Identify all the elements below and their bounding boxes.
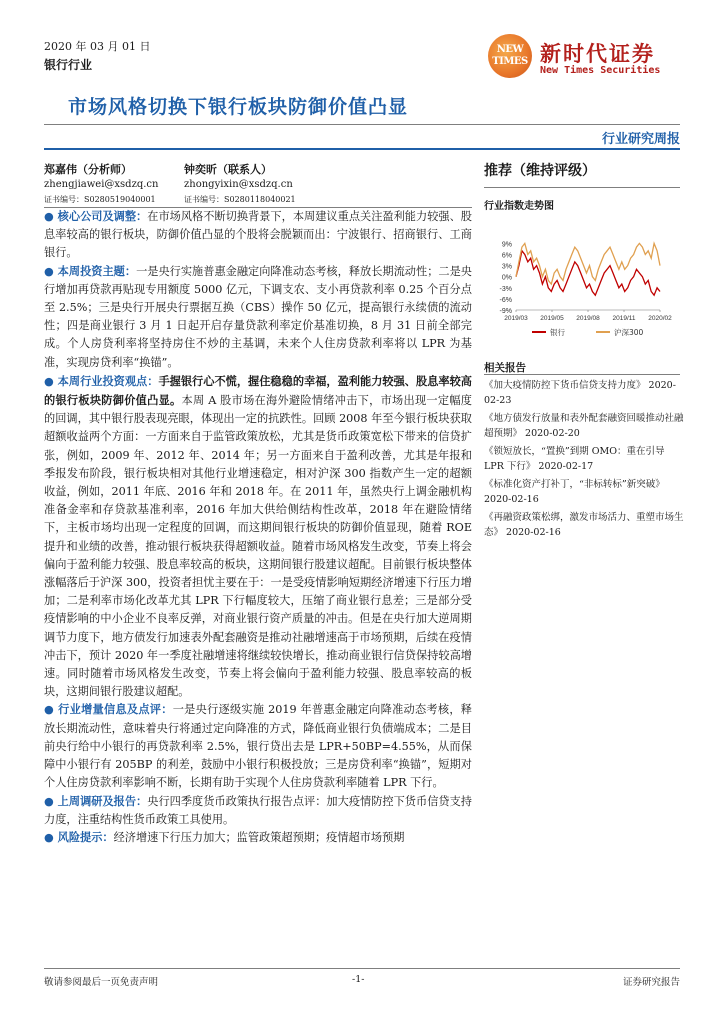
analyst-email[interactable]: zhengjiawei@xsdzq.cn: [44, 179, 159, 190]
x-tick-label: 2019/08: [576, 315, 600, 322]
company-logo: [488, 34, 688, 80]
paragraph-emphasis: 手握银行心不慌，握住稳稳的幸福，盈利能力较强、股息率较高的银行板块防御价值凸显。: [44, 373, 472, 408]
x-axis: [504, 310, 672, 322]
rating-recommendation: 推荐（维持评级）: [484, 163, 596, 179]
logo-english-name: New Times Securities: [540, 65, 661, 76]
legend-label: 银行: [550, 328, 565, 337]
report-type: 行业研究周报: [601, 132, 680, 147]
paragraph-text: 一是央行实施普惠金融定向降准动态考核，释放长期流动性；二是央行增加再贷款再贴现专用额度 5000 亿元，下调支农、支小再贷款利率 0.25 个百分点至 2.5%；三是央行开展央行票据互换（CBS）操作 50 亿元，提高银行永续债的流动性；四是商业银行 3 月 1 日起开启存量贷款利率定价基准切换，8 月 31 日前全部完成。个人房贷利率将坚持房住不炒的主基调，未来个人住房贷款利率将以 LPR 为基准，实现房贷利率“换锚”。: [44, 264, 472, 369]
analyst-2: [184, 162, 296, 207]
page-number: -1-: [352, 974, 365, 985]
y-tick-label: 0%: [501, 274, 512, 282]
related-report-date: 2020-02-17: [538, 461, 594, 472]
logo-name: 新时代证券: [540, 42, 655, 66]
y-tick-label: 6%: [501, 252, 512, 260]
y-tick-label: -6%: [499, 296, 512, 304]
analyst-1: [44, 162, 158, 207]
series-line-bank: [516, 251, 660, 295]
paragraph-heading: ● 上周调研及报告：: [44, 794, 148, 808]
related-reports-divider: [484, 374, 680, 375]
report-date: 2020 年 03 月 01 日: [44, 40, 151, 53]
analyst-name: 钟奕昕（联系人）: [184, 163, 272, 176]
paragraph-text: 一是央行逐级实施 2019 年普惠金融定向降准动态考核，释放长期流动性，意味着央行将通过定向降准的方式，降低商业银行负债端成本；二是目前央行给中小银行的再贷款利率 2.5%，银行贷出去是 LPR+50BP=4.55%，从而保障中小银行有 205BP 的利差，鼓励中小银行积极投放；三是房贷利率“换锚”，短期对个人住房贷款利率影响不断，长期有助于实现个人住房贷款利率随着 LPR 下行。: [44, 703, 472, 790]
chart-title: 行业指数走势图: [484, 201, 554, 212]
y-tick-label: 9%: [501, 241, 512, 249]
research-report-paragraph: [44, 793, 472, 829]
paragraph-text: 在市场风格不断切换背景下，本周建议重点关注盈利能力较强、股息率较高的银行板块，防御价值凸显的个股将会脱颖而出：宁波银行、招商银行、工商银行。: [44, 210, 472, 260]
core-companies-paragraph: [44, 208, 472, 263]
rating-divider: [484, 187, 680, 188]
related-report-title: 《地方债发行放量和表外配套融资回暖推动社融超预期》: [484, 413, 684, 439]
paragraph-text: 本周 A 股市场在海外避险情绪冲击下，市场出现一定幅度的回调，其中银行股表现亮眼，体现出一定的抗跌性。回顾 2008 年至今银行板块获取超额收益两个方面：一方面来自于监管政策放松，尤其是货币政策宽松下带来的信贷扩张，例如，2009 年、2012 年、2014 年；另一方面来自于盈利改善，尤其是年报和季报发布阶段，银行板块相对其他行业增速稳定，相对沪深 300 指数产生一定的超额收益，例如，2011 年底、2016 年和 2018 年。在 2011 年，虽然央行上调金融机构准备金率和存贷款基准利率，2016 年加大供给侧结构性改革，2018 年在避险情绪下，主板市场均出现一定程度的回调，而这期间银行板块的防御价值显现，随着 ROE 提升和业绩的改善，推动银行板块获得超额收益。随着市场风格发生改变，节奏上将会偏向于盈利能力较强、股息率较高的板块，这期间银行股建议超配。目前银行板块整体涨幅落后于沪深 300，投资者担忧主要在于：一是受疫情影响短期经济增速下行压力增加；二是利率市场化改革尤其 LPR 下行幅度较大，压缩了商业银行息差；三是部分受疫情影响的中小企业不良率反弹，对商业银行资产质量的冲击。但是在央行加大逆周期调节力度下，地方债发行加速表外配套融资是推动社融增速高于市场预期，后续在疫情冲击下，预计 2020 年一季度社融增速将继续较快增长，推动商业银行信贷保持较高增速。同时随着市场风格发生改变，节奏上将会偏向于盈利能力较强、股息率较高的板块，这期间银行股建议超配。: [44, 394, 472, 699]
report-sector: 银行行业: [44, 58, 93, 72]
report-title: 市场风格切换下银行板块防御价值凸显: [68, 96, 409, 118]
related-reports-title: 相关报告: [484, 362, 526, 374]
x-tick-label: 2019/11: [612, 315, 636, 322]
investment-theme-paragraph: [44, 263, 472, 372]
chart-series: [516, 243, 660, 295]
paragraph-heading: ● 本周行业投资观点：: [44, 374, 159, 388]
related-report-title: 《锁短放长，“置换”到期 OMO：重在引导 LPR 下行》: [484, 446, 665, 472]
index-trend-chart: [484, 222, 680, 352]
related-report-title: 《标准化资产打补丁，“非标转标”新突破》: [484, 479, 665, 490]
paragraph-heading: ● 风险提示：: [44, 830, 114, 844]
related-report-date: 2020-02-16: [484, 494, 539, 505]
related-reports-list: [484, 378, 684, 543]
x-tick-label: 2019/03: [504, 315, 528, 322]
header-divider: [44, 124, 680, 125]
x-tick-label: 2019/05: [540, 315, 564, 322]
paragraph-heading: ● 核心公司及调整：: [44, 210, 148, 223]
risk-warning-paragraph: [44, 829, 472, 847]
industry-view-paragraph: [44, 372, 472, 702]
related-report-date: 2020-02-20: [525, 428, 580, 439]
series-line-csi300: [516, 243, 660, 284]
analyst-cert: 证书编号：S0280118040021: [184, 195, 296, 204]
logo-mark: [488, 34, 532, 78]
legend-label: 沪深300: [614, 328, 644, 337]
y-tick-label: 3%: [501, 263, 512, 271]
title-divider: [44, 148, 680, 150]
y-tick-label: -9%: [499, 308, 512, 315]
y-tick-label: -3%: [499, 285, 512, 293]
report-body: [44, 208, 472, 847]
footer-disclaimer: 敬请参阅最后一页免责声明: [44, 977, 159, 988]
related-report-item[interactable]: [484, 411, 684, 441]
analyst-cert: 证书编号：S0280519040001: [44, 195, 156, 204]
paragraph-text: 央行四季度货币政策执行报告点评：加大疫情防控下货币信贷支持力度，注重结构性货币政策工具使用。: [44, 794, 472, 826]
related-report-title: 《加大疫情防控下货币信贷支持力度》: [484, 380, 646, 391]
paragraph-heading: ● 本周投资主题：: [44, 264, 137, 278]
related-report-item[interactable]: [484, 378, 684, 408]
footer-label: 证券研究报告: [622, 977, 680, 988]
related-report-item[interactable]: [484, 444, 684, 474]
related-report-item[interactable]: [484, 477, 684, 507]
related-report-date: 2020-02-23: [484, 380, 676, 406]
related-report-item[interactable]: [484, 510, 684, 540]
related-report-date: 2020-02-16: [506, 527, 561, 538]
analyst-name: 郑嘉伟（分析师）: [44, 163, 132, 176]
industry-info-paragraph: [44, 701, 472, 792]
logo-mark-line-2: TIMES: [492, 56, 528, 67]
analyst-email[interactable]: zhongyixin@xsdzq.cn: [184, 179, 293, 190]
chart-legend: [532, 327, 644, 337]
paragraph-heading: ● 行业增量信息及点评：: [44, 703, 173, 717]
paragraph-text: 经济增速下行压力加大；监管政策超预期；疫情超市场预期: [113, 830, 405, 844]
x-tick-label: 2020/02: [648, 315, 672, 322]
related-report-title: 《再融资政策松绑，激发市场活力、重塑市场生态》: [484, 512, 684, 538]
logo-mark-line-1: NEW: [496, 44, 524, 55]
footer-divider: [44, 968, 680, 969]
